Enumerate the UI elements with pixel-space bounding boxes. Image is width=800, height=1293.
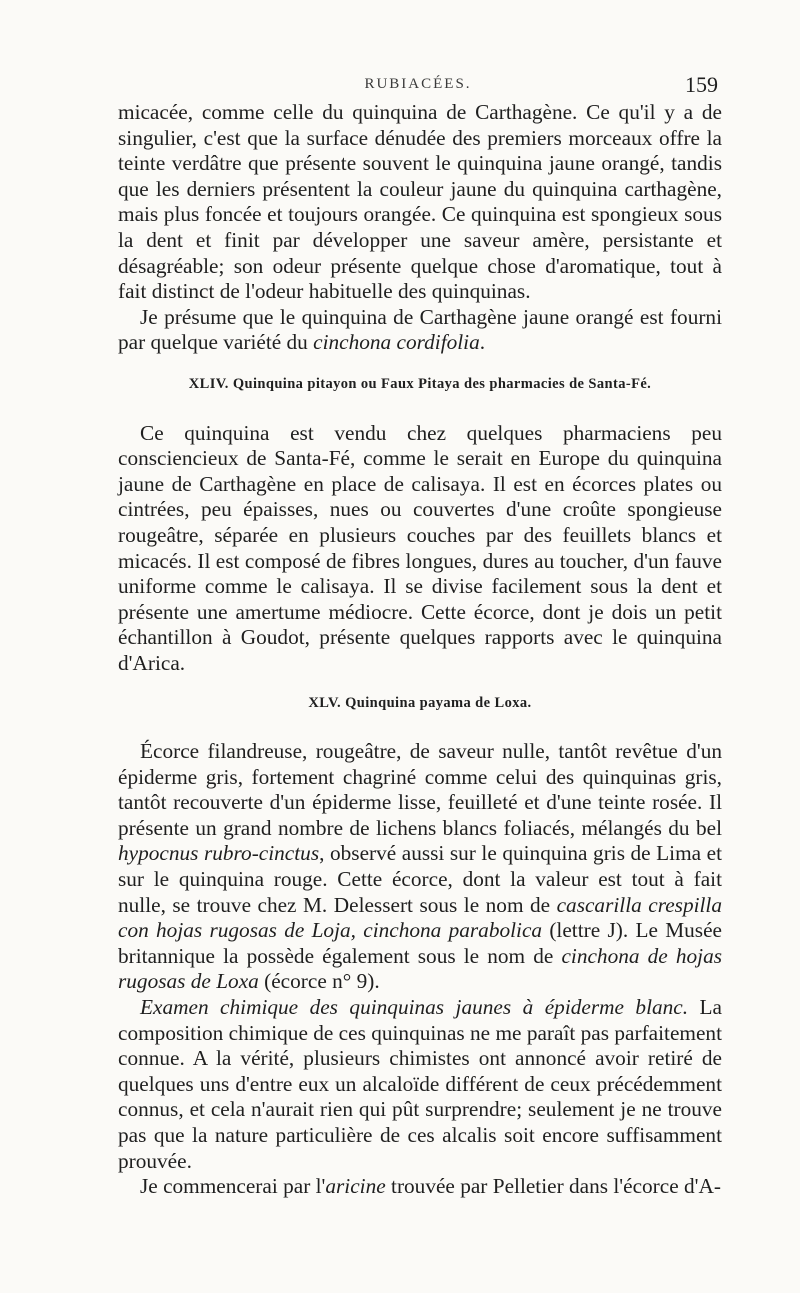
paragraph-carthagene-conclusion [118, 305, 722, 356]
text-run: Écorce filandreuse, rougeâtre, de saveur nulle, tantôt revêtue d'un épiderme gris, fortement chagriné comme celui des quinquinas gris, tantôt recouverte d'un épiderme lisse, feuilleté et d'une teinte rosée. Il présente un grand nombre de lichens blancs foliacés, mélangés du bel [118, 739, 722, 840]
text-run: trouvée par Pelletier dans l'écorce d'A- [385, 1174, 721, 1199]
text-run: La composition chimique de ces quinquinas ne me paraît pas parfaitement connue. A la vérité, plusieurs chimistes ont annoncé avoir retiré de quelques uns d'entre eux un alcaloïde différent de ceux précédemment connus, et cela n'aurait rien qui pût surprendre; seulement je ne trouve pas que la nature particulière de ces alcalis soit encore suffisamment prouvée. [118, 995, 722, 1173]
text-run: , observé aussi sur le quinquina gris de Lima et sur le quinquina rouge. Cette écorce, dont la valeur est tout à fait nulle, se trouve chez M. Delessert sous le nom de [118, 841, 722, 917]
page-header [118, 72, 718, 100]
species-name: cascarilla crespilla con hojas rugosas de Loja, cinchona parabolica [118, 892, 722, 943]
running-head: RUBIACÉES. [364, 76, 472, 92]
text-run: . [479, 330, 486, 355]
paragraph-chemical-exam [118, 995, 722, 1174]
section-heading-xliv: XLIV. Quinquina pitayon ou Faux Pitaya des pharmacies de Santa-Fé. [188, 375, 652, 392]
compound-name: aricine [325, 1174, 386, 1199]
species-name: cinchona cordifolia [313, 330, 480, 355]
paragraph-pitayon: Ce quinquina est vendu chez quelques pharmaciens peu consciencieux de Santa-Fé, comme le serait en Europe du quinquina jaune de Carthagène en place de calisaya. Il est en écorces plates ou cintrées, peu épaisses, nues ou couvertes d'une croûte spongieuse rougeâtre, séparée en plusieurs couches par des feuillets blancs et micacés. Il est composé de fibres longues, dures au toucher, d'un fauve uniforme comme le calisaya. Il se divise facilement sous la dent et présente une amertume médiocre. Cette écorce, dont je dois un petit échantillon à Goudot, présente quelques rapports avec le quinquina d'Arica. [118, 420, 722, 675]
paragraph-continuation: micacée, comme celle du quinquina de Carthagène. Ce qu'il y a de singulier, c'est que la surface dénudée des premiers morceaux offre la teinte verdâtre que présente souvent le quinquina jaune orangé, tandis que les derniers présentent la couleur jaune du quinquina carthagène, mais plus foncée et toujours orangée. Ce quinquina est spongieux sous la dent et finit par développer une saveur amère, persistante et désagréable; son odeur présente quelque chose d'aromatique, tout à fait distinct de l'odeur habituelle des quinquinas. [118, 100, 722, 304]
species-name: cinchona de hojas rugosas de Loxa [118, 943, 723, 994]
species-name: hypocnus rubro-cinctus [118, 841, 320, 866]
text-run: Je commencerai par l' [140, 1174, 326, 1199]
text-run: Je présume que le quinquina de Carthagène jaune orangé est fourni par quelque variété du [118, 304, 722, 355]
paragraph-aricine [118, 1174, 722, 1200]
text-run: (lettre J). Le Musée britannique la possède également sous le nom de [118, 918, 722, 968]
text-run: (écorce n° 9). [258, 969, 380, 994]
paragraph-payama [118, 739, 722, 995]
section-heading-xlv: XLV. Quinquina payama de Loxa. [308, 695, 532, 712]
subheading-italic: Examen chimique des quinquinas jaunes à épiderme blanc. [140, 995, 689, 1019]
body-text [118, 100, 722, 1200]
page-number: 159 [685, 72, 718, 97]
